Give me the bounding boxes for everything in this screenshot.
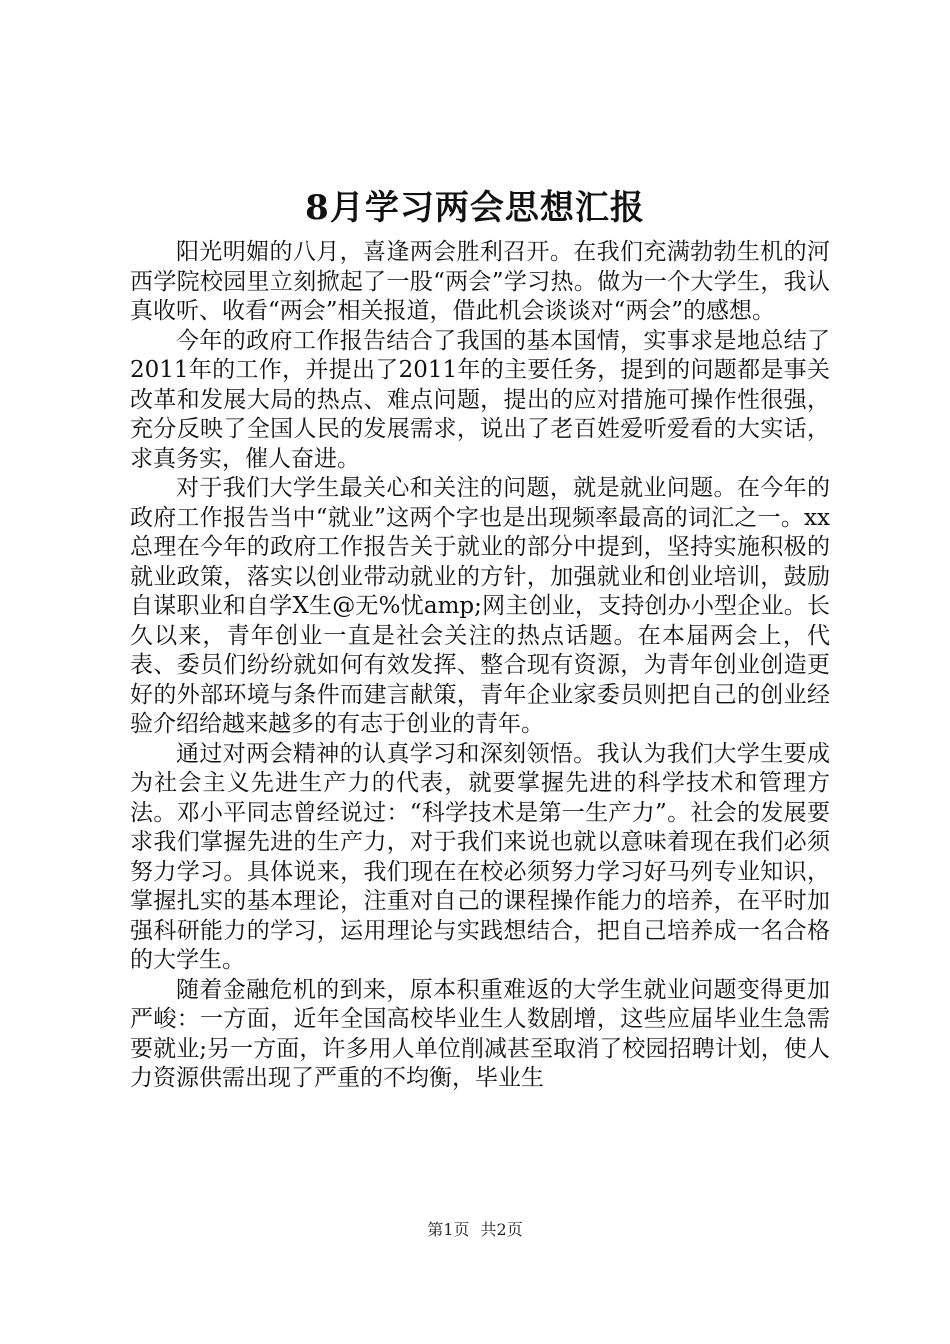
page-total: 共2页 (480, 1220, 523, 1239)
paragraph-4: 通过对两会精神的认真学习和深刻领悟。我认为我们大学生要成为社会主义先进生产力的代表，就要掌握先进的科学技术和管理方法。邓小平同志曾经说过：“科学技术是第一生产力”。社会的发展要求我们掌握先进的生产力，对于我们来说也就以意味着现在我们必须努力学习。具体说来，我们现在在校必须努力学习好马列专业知识，掌握扎实的基本理论，注重对自己的课程操作能力的培养，在平时加强科研能力的学习，运用理论与实践想结合，把自己培养成一名合格的大学生。 (130, 740, 830, 973)
document-body (130, 238, 830, 1094)
paragraph-2: 今年的政府工作报告结合了我国的基本国情，实事求是地总结了2011年的工作，并提出了2011年的主要任务，提到的问题都是事关改革和发展大局的热点、难点问题，提出的应对措施可操作性很强，充分反映了全国人民的发展需求，说出了老百姓爱听爱看的大实话，求真务实，催人奋进。 (130, 327, 830, 472)
page-number: 第1页 (427, 1220, 470, 1239)
paragraph-3: 对于我们大学生最关心和关注的问题，就是就业问题。在今年的政府工作报告当中“就业”这两个字也是出现频率最高的词汇之一。xx总理在今年的政府工作报告关于就业的部分中提到，坚持实施积极的就业政策，落实以创业带动就业的方针，加强就业和创业培训，鼓励自谋职业和自学X生@无%忧amp;网主创业，支持创办小型企业。长久以来，青年创业一直是社会关注的热点话题。在本届两会上，代表、委员们纷纷就如何有效发挥、整合现有资源，为青年创业创造更好的外部环境与条件而建言献策，青年企业家委员则把自己的创业经验介绍给越来越多的有志于创业的青年。 (130, 475, 830, 737)
paragraph-5: 随着金融危机的到来，原本积重难返的大学生就业问题变得更加严峻：一方面，近年全国高校毕业生人数剧增，这些应届毕业生急需要就业;另一方面，许多用人单位削减甚至取消了校园招聘计划，使人力资源供需出现了严重的不均衡，毕业生 (130, 976, 830, 1091)
paragraph-1: 阳光明媚的八月，喜逢两会胜利召开。在我们充满勃勃生机的河西学院校园里立刻掀起了一股“两会”学习热。做为一个大学生，我认真收听、收看“两会”相关报道，借此机会谈谈对“两会”的感想。 (130, 239, 830, 324)
page-footer (0, 1218, 950, 1242)
document-title: 8月学习两会思想汇报 (305, 188, 645, 228)
